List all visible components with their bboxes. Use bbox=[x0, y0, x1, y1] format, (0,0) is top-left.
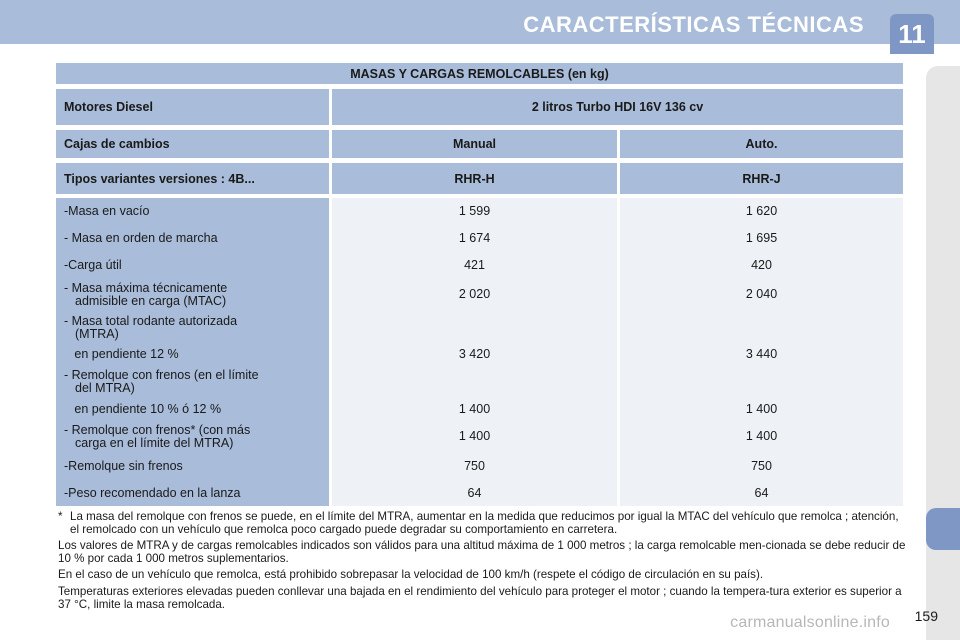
engine-value: 2 litros Turbo HDI 16V 136 cv bbox=[332, 89, 903, 125]
table-title: MASAS Y CARGAS REMOLCABLES (en kg) bbox=[56, 63, 903, 84]
footnote bbox=[58, 511, 906, 536]
table-row-label: - Masa en orden de marcha bbox=[64, 231, 218, 245]
table-cell-manual: 1 599 bbox=[458, 204, 491, 218]
table-row-label: en pendiente 10 % ó 12 % bbox=[64, 402, 222, 416]
variants-label: Tipos variantes versiones : 4B... bbox=[56, 163, 329, 194]
altitude-note: Los valores de MTRA y de cargas remolcables indicados son válidos para una altitud máxima de 1 000 metros ; la carga remolcable men-cionada se debe reducir de 10 % por cada 1 000 metros suplementarios. bbox=[58, 539, 906, 565]
table-cell-manual: 3 420 bbox=[458, 347, 491, 361]
table-cell-auto: 1 400 bbox=[745, 429, 778, 443]
table-cell-manual: 421 bbox=[464, 258, 485, 272]
page-number: 159 bbox=[914, 608, 938, 624]
table-row-label: -Peso recomendado en la lanza bbox=[64, 486, 241, 500]
table-row-label: -Remolque sin frenos bbox=[64, 459, 183, 473]
table-cell-auto: 1 695 bbox=[745, 231, 778, 245]
chapter-marker bbox=[926, 508, 960, 550]
gearbox-auto: Auto. bbox=[620, 130, 903, 158]
table-cell-manual: 64 bbox=[467, 486, 482, 500]
gearbox-manual: Manual bbox=[332, 130, 617, 158]
notes-block bbox=[58, 511, 906, 615]
table-cell-manual: 2 020 bbox=[458, 287, 491, 301]
table-row-label: - Remolque con frenos* (con más carga en el límite del MTRA) bbox=[64, 423, 251, 450]
side-rail bbox=[926, 66, 960, 640]
table-cell-auto: 750 bbox=[751, 459, 772, 473]
table-cell-auto: 420 bbox=[751, 258, 772, 272]
table-cell-auto: 64 bbox=[754, 486, 769, 500]
table-cell-auto: 3 440 bbox=[745, 347, 778, 361]
variant-h: RHR-H bbox=[332, 163, 617, 194]
variants-row bbox=[56, 163, 903, 194]
chapter-number-tab: 11 bbox=[890, 14, 934, 54]
table-row-label: en pendiente 12 % bbox=[64, 347, 179, 361]
page-title: CARACTERÍSTICAS TÉCNICAS bbox=[523, 12, 864, 37]
speed-note: En el caso de un vehículo que remolca, está prohibido sobrepasar la velocidad de 100 km/h (respete el código de circulación en su país). bbox=[58, 568, 764, 582]
table-row-label: - Masa total rodante autorizada (MTRA) bbox=[64, 314, 238, 341]
gearbox-row bbox=[56, 130, 903, 158]
table-cell-auto: 2 040 bbox=[745, 287, 778, 301]
table-cell-manual: 750 bbox=[464, 459, 485, 473]
footnote-star: * bbox=[58, 510, 63, 523]
table-row-label: - Remolque con frenos (en el límite del MTRA) bbox=[64, 368, 259, 395]
table-cell-auto: 1 400 bbox=[745, 402, 778, 416]
table-cell-manual: 1 400 bbox=[458, 402, 491, 416]
watermark: carmanualsonline.info bbox=[730, 614, 890, 631]
table-row-label: -Masa en vacío bbox=[64, 204, 150, 218]
temperature-note: Temperaturas exteriores elevadas pueden conllevar una bajada en el rendimiento del vehículo para proteger el motor ; cuando la tempera-tura exterior es superior a 37 °C, limite la masa remolcada. bbox=[58, 584, 902, 611]
engine-row bbox=[56, 89, 903, 125]
table-row-label: - Masa máxima técnicamente admisible en carga (MTAC) bbox=[64, 281, 228, 308]
gearbox-label: Cajas de cambios bbox=[56, 130, 329, 158]
engine-label: Motores Diesel bbox=[56, 89, 329, 125]
table-row-label: -Carga útil bbox=[64, 258, 122, 272]
table-cell-manual: 1 400 bbox=[458, 429, 491, 443]
table-cell-auto: 1 620 bbox=[745, 204, 778, 218]
variant-j: RHR-J bbox=[620, 163, 903, 194]
footnote-text: La masa del remolque con frenos se puede, en el límite del MTRA, aumentar en la medida que reducimos por igual la MTAC del vehículo que remolca ; atención, el remolcado con un vehículo que remolca poco cargado puede degradar su comportamiento en carretera. bbox=[70, 510, 899, 536]
table-cell-manual: 1 674 bbox=[458, 231, 491, 245]
